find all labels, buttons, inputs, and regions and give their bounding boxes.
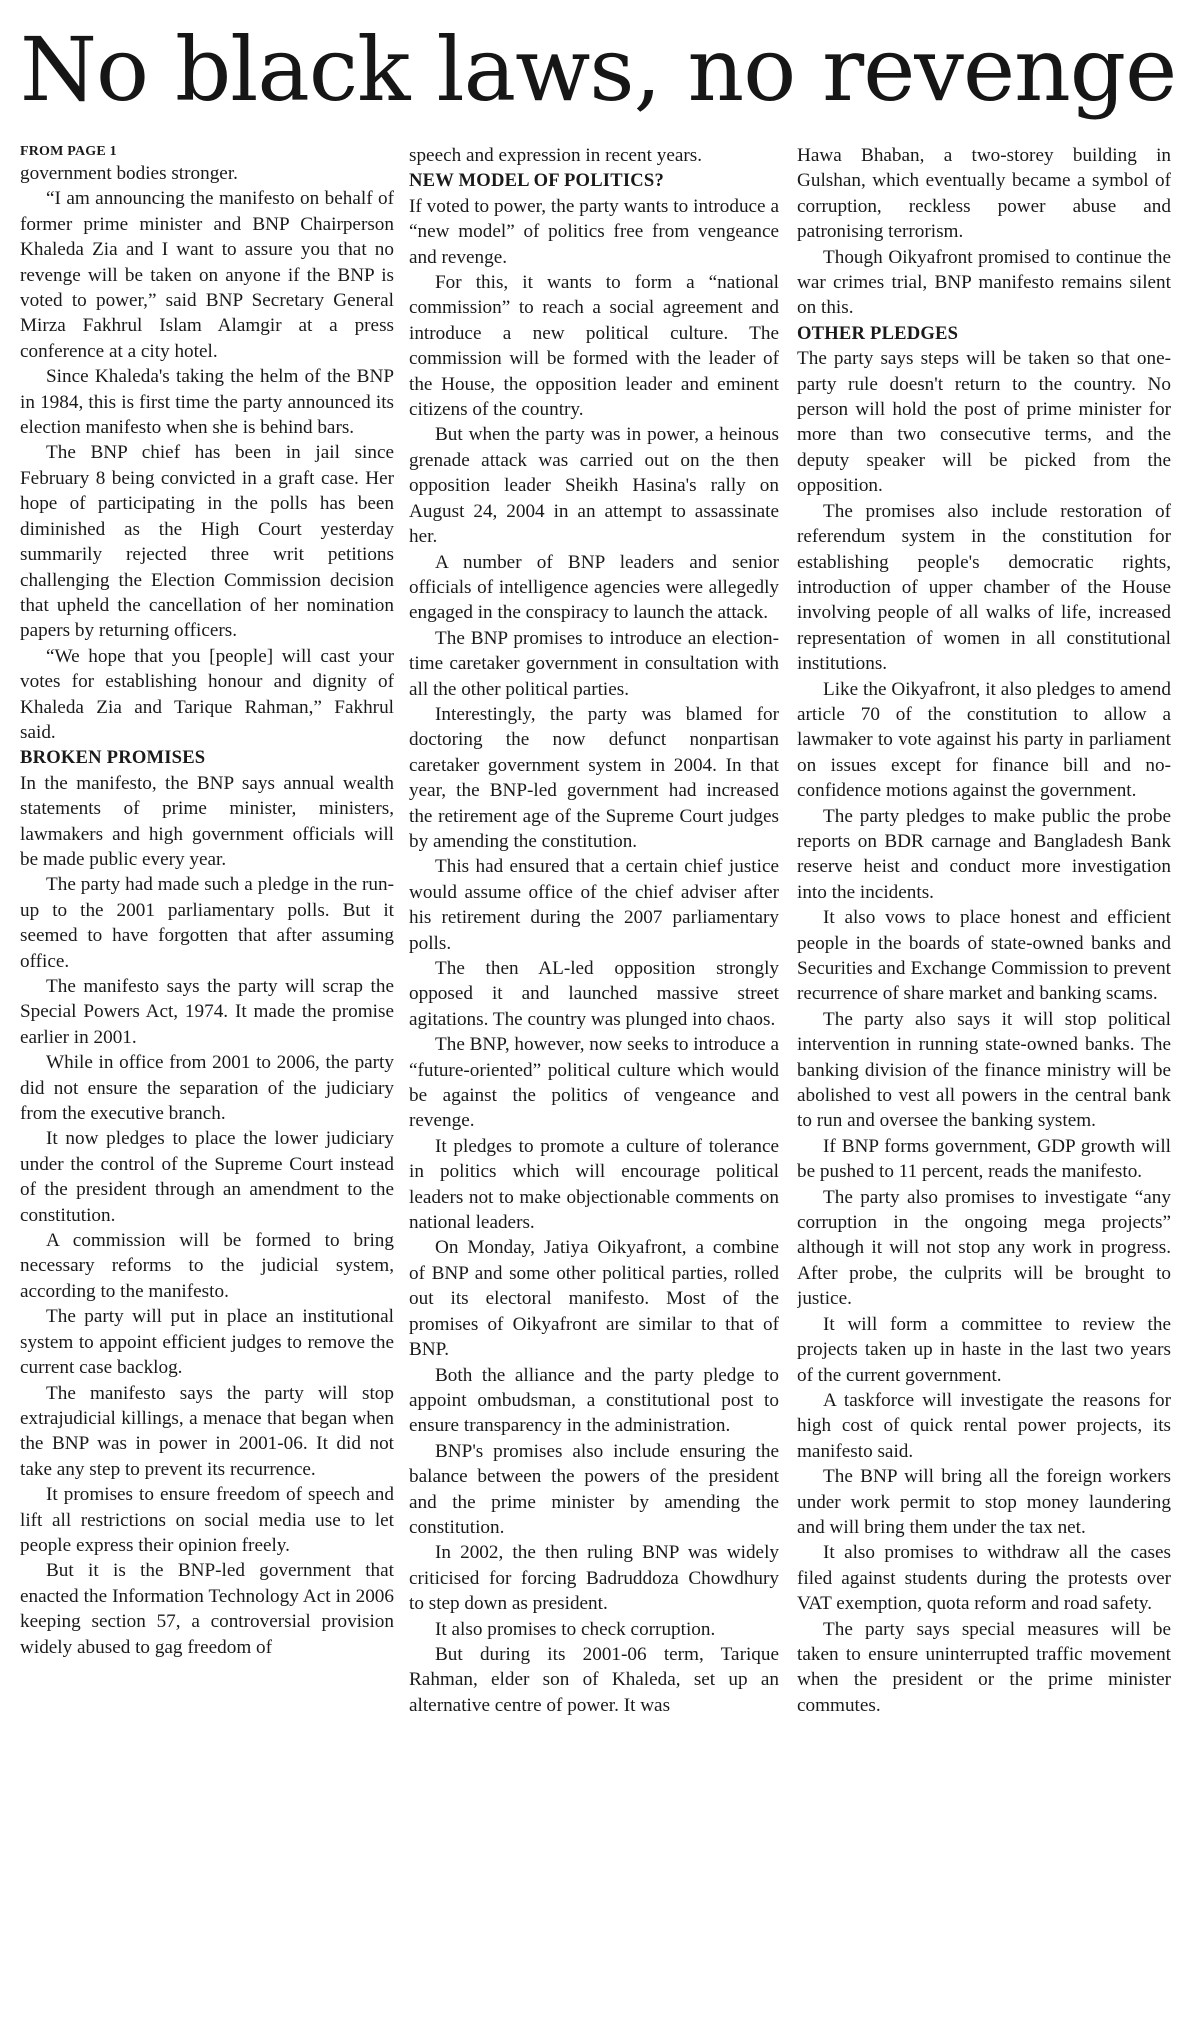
paragraph: The BNP, however, now seeks to introduce a “future-oriented” political culture which would be against the politics of vengeance and revenge. — [409, 1034, 779, 1132]
paragraph: The BNP chief has been in jail since February 8 being convicted in a graft case. Her hope of participating in the polls has been diminished as the High Court yesterday summarily rejected three writ petitions challenging the Election Commission decision that upheld the cancellation of her nomination papers by returning officers. — [20, 442, 394, 642]
paragraph: On Monday, Jatiya Oikyafront, a combine of BNP and some other political parties, rolled out its electoral manifesto. Most of the promises of Oikyafront are similar to that of BNP. — [409, 1237, 779, 1361]
paragraph: It now pledges to place the lower judiciary under the control of the Supreme Court instead of the president through an amendment to the constitution. — [20, 1128, 394, 1226]
paragraph: The manifesto says the party will scrap the Special Powers Act, 1974. It made the promise earlier in 2001. — [20, 976, 394, 1048]
paragraph: It promises to ensure freedom of speech and lift all restrictions on social media use to let people express their opinion freely. — [20, 1484, 394, 1556]
paragraph: A taskforce will investigate the reasons for high cost of quick rental power projects, its manifesto said. — [797, 1389, 1171, 1462]
paragraph: But when the party was in power, a heinous grenade attack was carried out on the then opposition leader Sheikh Hasina's rally on August 24, 2004 in an attempt to assassinate her. — [409, 424, 779, 548]
paragraph: For this, it wants to form a “national commission” to reach a social agreement and introduce a new political culture. The commission will be formed with the leader of the House, the opposition leader and eminent citizens of the country. — [409, 272, 779, 421]
paragraph: speech and expression in recent years. — [409, 145, 703, 166]
paragraph: The BNP will bring all the foreign workers under work permit to stop money laundering and will bring them under the tax net. — [797, 1466, 1171, 1538]
paragraph: It pledges to promote a culture of tolerance in politics which will encourage political leaders not to make objectionable comments on national leaders. — [409, 1135, 779, 1234]
paragraph: The party also promises to investigate “any corruption in the ongoing mega projects” although it will not stop any work in progress. After probe, the culprits will be brought to justice. — [797, 1186, 1171, 1310]
paragraph: The party pledges to make public the probe reports on BDR carnage and Bangladesh Bank reserve heist and conduct more investigation into the incidents. — [797, 805, 1171, 903]
paragraph: BNP's promises also include ensuring the balance between the powers of the president and the prime minister by amending the constitution. — [409, 1440, 779, 1538]
paragraph: This had ensured that a certain chief justice would assume office of the chief adviser after his retirement during the 2007 parliamentary polls. — [409, 856, 779, 954]
subheading: OTHER PLEDGES — [797, 322, 959, 344]
paragraph: The then AL-led opposition strongly opposed it and launched massive street agitations. The country was plunged into chaos. — [409, 958, 779, 1030]
paragraph: It also vows to place honest and efficient people in the boards of state-owned banks and Securities and Exchange Commission to prevent recurrence of share market and banking scams. — [797, 907, 1171, 1005]
article-column-3 — [797, 143, 1171, 2015]
paragraph: Since Khaleda's taking the helm of the BNP in 1984, this is first time the party announced its election manifesto when she is behind bars. — [20, 366, 394, 439]
paragraph: government bodies stronger. — [20, 163, 238, 184]
subheading: BROKEN PROMISES — [20, 747, 206, 769]
paragraph: It also promises to check corruption. — [435, 1618, 716, 1640]
paragraph: “I am announcing the manifesto on behalf of former prime minister and BNP Chairperson Khaleda Zia and I want to assure you that no revenge will be taken on anyone if the BNP is voted to power,” said BNP Secretary General Mirza Fakhrul Islam Alamgir at a press conference at a city hotel. — [20, 188, 394, 362]
paragraph: But it is the BNP-led government that enacted the Information Technology Act in 2006 keeping section 57, a controversial provision widely abused to gag freedom of — [20, 1560, 394, 1658]
paragraph: While in office from 2001 to 2006, the party did not ensure the separation of the judiciary from the executive branch. — [20, 1052, 394, 1125]
paragraph: Like the Oikyafront, it also pledges to amend article 70 of the constitution to allow a lawmaker to vote against his party in parliament on issues except for finance bill and no-confidence motions against the government. — [797, 678, 1171, 802]
paragraph: Interestingly, the party was blamed for doctoring the now defunct nonpartisan caretaker government system in 2004. In that year, the BNP-led government had increased the retirement age of the Supreme Court judges by amending the constitution. — [409, 703, 779, 852]
paragraph: It will form a committee to review the projects taken up in haste in the last two years of the current government. — [797, 1313, 1171, 1386]
paragraph: But during its 2001-06 term, Tarique Rahman, elder son of Khaleda, set up an alternative centre of power. It was — [409, 1643, 779, 1716]
paragraph: The party says special measures will be taken to ensure uninterrupted traffic movement when the president or the prime minister commutes. — [797, 1618, 1171, 1716]
subheading: NEW MODEL OF POLITICS? — [409, 170, 664, 192]
paragraph: A number of BNP leaders and senior officials of intelligence agencies were allegedly engaged in the conspiracy to launch the attack. — [409, 551, 779, 624]
paragraph: “We hope that you [people] will cast your votes for establishing honour and dignity of Khaleda Zia and Tarique Rahman,” Fakhrul said. — [20, 645, 394, 743]
paragraph: In 2002, the then ruling BNP was widely criticised for forcing Badruddoza Chowdhury to step down as president. — [409, 1542, 779, 1615]
paragraph: If BNP forms government, GDP growth will be pushed to 11 percent, reads the manifesto. — [797, 1135, 1171, 1183]
paragraph: If voted to power, the party wants to introduce a “new model” of politics free from vengeance and revenge. — [409, 195, 779, 268]
paragraph: The party also says it will stop political intervention in running state-owned banks. The banking division of the finance ministry will be abolished to vest all powers in the central bank to run and oversee the banking system. — [797, 1008, 1171, 1132]
headline: No black laws, no revenge — [20, 18, 1177, 121]
paragraph: The promises also include restoration of referendum system in the constitution for establishing people's democratic rights, introduction of upper chamber of the House involving people of all walks of life, increased representation of women in all constitutional institutions. — [797, 500, 1171, 675]
paragraph: The BNP promises to introduce an election-time caretaker government in consultation with all the other political parties. — [409, 627, 779, 700]
paragraph: The party will put in place an institutional system to appoint efficient judges to remove the current case backlog. — [20, 1306, 394, 1379]
paragraph: A commission will be formed to bring necessary reforms to the judicial system, according to the manifesto. — [20, 1230, 394, 1302]
paragraph: The party had made such a pledge in the run-up to the 2001 parliamentary polls. But it seemed to have forgotten that after assuming office. — [20, 874, 394, 972]
article-column-2 — [409, 143, 779, 2015]
paragraph: Though Oikyafront promised to continue the war crimes trial, BNP manifesto remains silent on this. — [797, 246, 1171, 319]
paragraph: Both the alliance and the party pledge to appoint ombudsman, a constitutional post to ensure transparency in the administration. — [409, 1364, 779, 1437]
paragraph: It also promises to withdraw all the cases filed against students during the protests over VAT exemption, quota reform and road safety. — [797, 1542, 1171, 1615]
paragraph: The manifesto says the party will stop extrajudicial killings, a menace that began when the BNP was in power in 2001-06. It did not take any step to prevent its recurrence. — [20, 1382, 394, 1480]
paragraph: In the manifesto, the BNP says annual wealth statements of prime minister, ministers, lawmakers and high government officials will be made public every year. — [20, 772, 394, 870]
paragraph: Hawa Bhaban, a two-storey building in Gulshan, which eventually became a symbol of corruption, reckless power abuse and patronising terrorism. — [797, 145, 1171, 243]
jump-line: FROM PAGE 1 — [20, 144, 117, 159]
article-column-1 — [20, 143, 394, 2015]
paragraph: The party says steps will be taken so that one-party rule doesn't return to the country. No person will hold the post of prime minister for more than two consecutive terms, and the deputy speaker will be picked from the opposition. — [797, 348, 1171, 497]
